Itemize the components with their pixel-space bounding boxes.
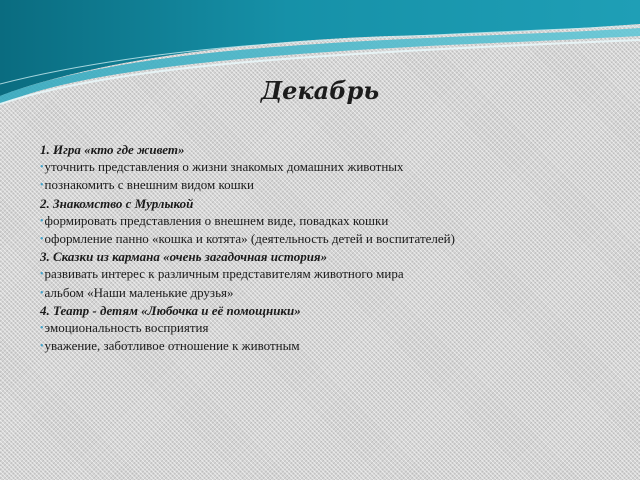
list-item: •эмоциональность восприятия xyxy=(40,320,209,336)
bullet-icon: • xyxy=(40,341,44,353)
plan-content xyxy=(40,141,620,355)
bullet-icon: • xyxy=(40,269,44,281)
list-item: •формировать представления о внешнем виде, повадках кошки xyxy=(40,212,389,228)
list-item: •уточнить представления о жизни знакомых домашних животных xyxy=(40,159,404,175)
bullet-icon: • xyxy=(40,287,44,299)
bullet-icon: • xyxy=(40,180,44,192)
list-item: •альбом «Наши маленькие друзья» xyxy=(40,284,234,300)
slide-title: Декабрь xyxy=(260,76,380,105)
bullet-icon: • xyxy=(40,234,44,246)
list-item: •познакомить с внешним видом кошки xyxy=(40,177,254,193)
section-heading: 4. Театр - детям «Любочка и её помощники» xyxy=(40,302,301,318)
list-item: •оформление панно «кошка и котята» (деятельность детей и воспитателей) xyxy=(40,231,455,247)
section-heading: 3. Сказки из кармана «очень загадочная история» xyxy=(40,249,328,265)
section-heading: 1. Игра «кто где живет» xyxy=(40,142,185,157)
section-heading: 2. Знакомство с Мурлыкой xyxy=(40,195,194,211)
bullet-icon: • xyxy=(40,215,44,227)
list-item: •уважение, заботливое отношение к животным xyxy=(40,338,300,354)
bullet-icon: • xyxy=(40,162,44,174)
bullet-icon: • xyxy=(40,323,44,335)
list-item: •развивать интерес к различным представителям животного мира xyxy=(40,266,404,282)
